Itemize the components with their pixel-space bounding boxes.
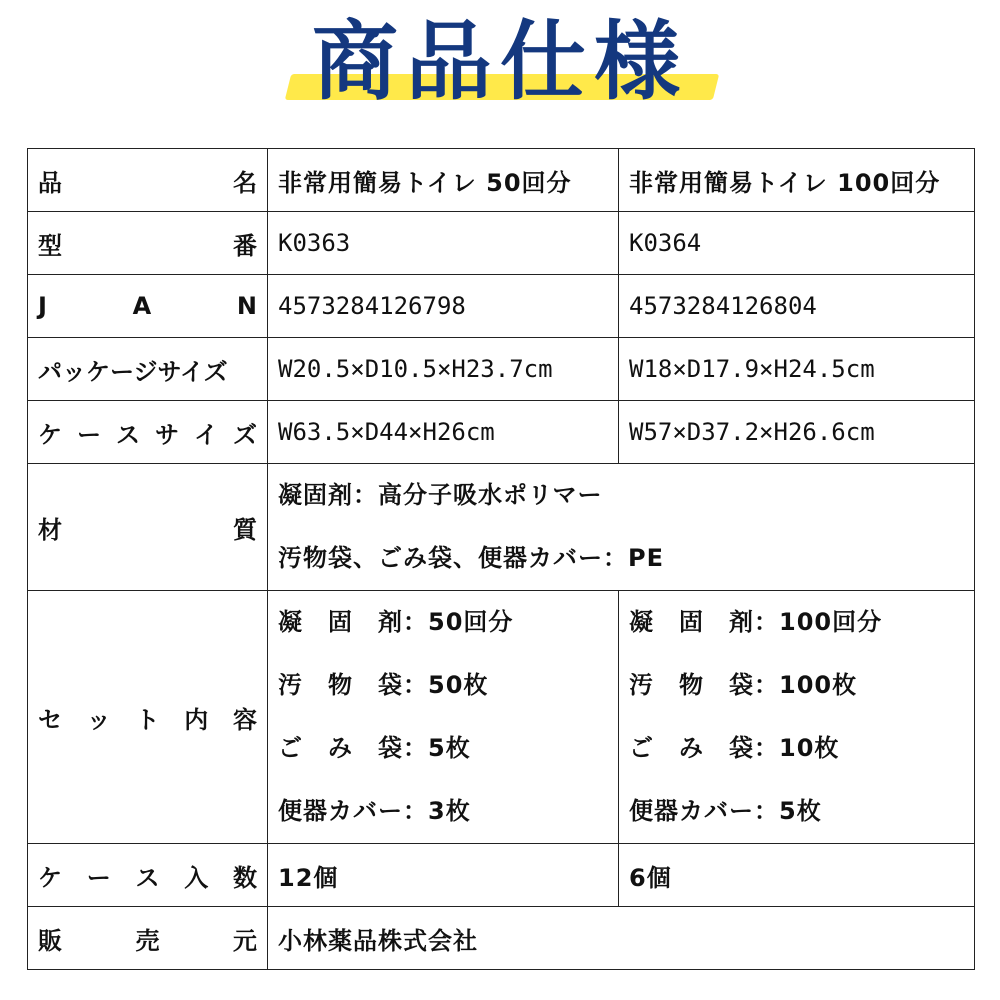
label-case-qty: ケ ー ス 入 数	[28, 844, 268, 907]
set-50-item: 便器カバー：3枚	[278, 797, 471, 825]
seller-value: 小林薬品株式会社	[268, 907, 975, 970]
material-value	[268, 464, 975, 591]
jan-50: 4573284126798	[268, 275, 619, 338]
set-50-item: 汚 物 袋：50枚	[278, 671, 489, 699]
set-50-item: ご み 袋：5枚	[278, 734, 471, 762]
row-seller	[28, 907, 975, 970]
row-jan	[28, 275, 975, 338]
case-qty-50: 12個	[268, 844, 619, 907]
case-qty-100: 6個	[619, 844, 975, 907]
row-case-qty	[28, 844, 975, 907]
product-name-100: 非常用簡易トイレ 100回分	[619, 149, 975, 212]
model-50: K0363	[268, 212, 619, 275]
model-100: K0364	[619, 212, 975, 275]
package-size-100: W18×D17.9×H24.5cm	[619, 338, 975, 401]
label-product-name: 品 名	[28, 149, 268, 212]
package-size-50: W20.5×D10.5×H23.7cm	[268, 338, 619, 401]
row-model	[28, 212, 975, 275]
label-model: 型 番	[28, 212, 268, 275]
set-contents-50	[268, 591, 619, 844]
label-case-size: ケ ー ス サ イ ズ	[28, 401, 268, 464]
label-material: 材 質	[28, 464, 268, 591]
case-size-50: W63.5×D44×H26cm	[268, 401, 619, 464]
set-50-item: 凝 固 剤：50回分	[278, 608, 514, 636]
set-100-item: 便器カバー：5枚	[629, 797, 822, 825]
row-material	[28, 464, 975, 591]
set-100-item: 凝 固 剤：100回分	[629, 608, 883, 636]
set-100-item: ご み 袋：10枚	[629, 734, 840, 762]
row-set-contents	[28, 591, 975, 844]
page-title: 商品仕様	[312, 12, 688, 112]
label-seller: 販 売 元	[28, 907, 268, 970]
set-contents-100	[619, 591, 975, 844]
set-100-item: 汚 物 袋：100枚	[629, 671, 858, 699]
material-line-1: 凝固剤：高分子吸水ポリマー	[278, 481, 603, 509]
product-name-50: 非常用簡易トイレ 50回分	[268, 149, 619, 212]
row-case-size	[28, 401, 975, 464]
case-size-100: W57×D37.2×H26.6cm	[619, 401, 975, 464]
title-area	[0, 0, 1000, 130]
label-jan: J A N	[28, 275, 268, 338]
row-product-name	[28, 149, 975, 212]
material-line-2: 汚物袋、ごみ袋、便器カバー：PE	[278, 544, 664, 572]
jan-100: 4573284126804	[619, 275, 975, 338]
label-package-size: パッケージサイズ	[28, 338, 268, 401]
row-package-size	[28, 338, 975, 401]
spec-table	[27, 148, 975, 970]
label-set-contents: セ ッ ト 内 容	[28, 591, 268, 844]
